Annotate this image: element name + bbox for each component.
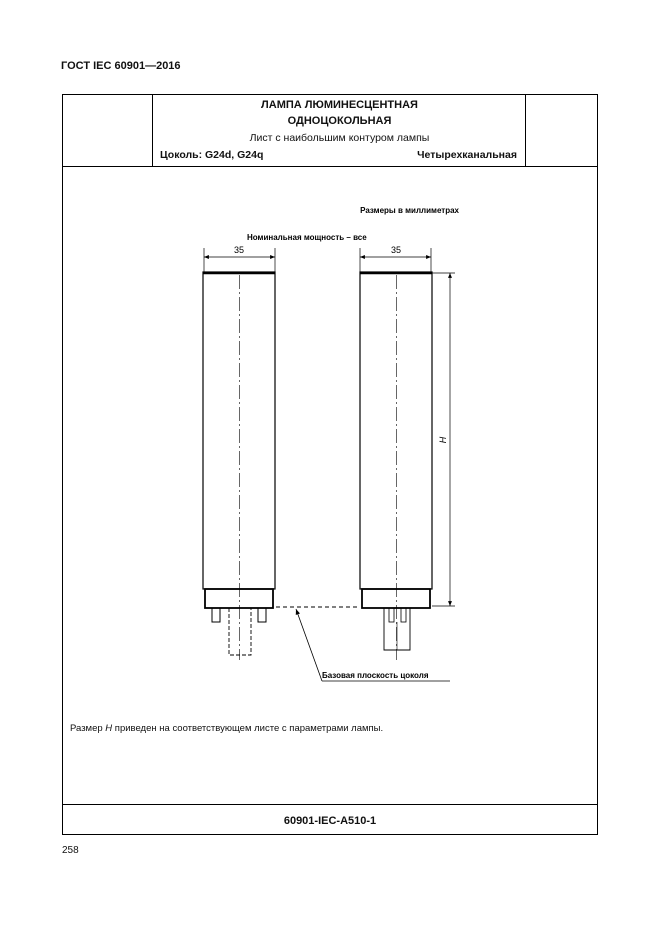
lamp-type-label: Четырехканальная — [417, 149, 517, 161]
reference-plane-leader — [296, 609, 322, 681]
power-note: Номинальная мощность – все — [247, 233, 367, 242]
base-type-label: Цоколь: G24d, G24q — [160, 149, 264, 161]
left-width-label: 35 — [233, 245, 245, 255]
units-note: Размеры в миллиметрах — [360, 206, 459, 215]
right-width-label: 35 — [390, 245, 402, 255]
document-id: ГОСТ IEC 60901—2016 — [61, 60, 181, 72]
left-lamp — [203, 245, 275, 660]
left-pin-outline — [229, 608, 251, 655]
right-lamp — [360, 245, 432, 660]
page-number: 258 — [62, 845, 79, 856]
right-lamp-tube — [360, 272, 432, 589]
height-dimension — [432, 273, 455, 606]
title-line-1: ЛАМПА ЛЮМИНЕСЦЕНТНАЯ — [261, 99, 418, 111]
left-lamp-base — [205, 589, 273, 608]
title-subtitle: Лист с наибольшим контуром лампы — [249, 132, 430, 144]
left-lamp-tube — [203, 272, 275, 589]
right-lamp-base — [362, 589, 430, 608]
sheet-number: 60901-IEC-A510-1 — [283, 815, 377, 827]
left-pin-2 — [258, 608, 266, 622]
left-pin-1 — [212, 608, 220, 622]
reference-plane-label: Базовая плоскость цоколя — [322, 671, 429, 680]
dimension-note: Размер H приведен на соответствующем листе с параметрами лампы. — [70, 723, 384, 734]
note-variable: H — [105, 723, 113, 734]
height-label: H — [438, 436, 448, 444]
title-line-2: ОДНОЦОКОЛЬНАЯ — [287, 115, 392, 127]
